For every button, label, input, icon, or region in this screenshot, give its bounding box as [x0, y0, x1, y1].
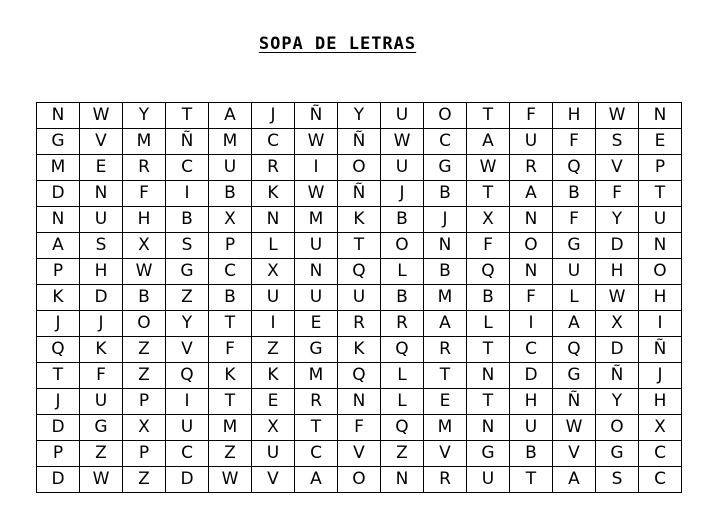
- grid-cell: O: [510, 233, 553, 259]
- grid-cell: O: [381, 233, 424, 259]
- grid-cell: J: [37, 389, 80, 415]
- grid-cell: Q: [381, 337, 424, 363]
- grid-cell: K: [338, 207, 381, 233]
- grid-cell: U: [252, 441, 295, 467]
- grid-cell: C: [424, 129, 467, 155]
- grid-cell: B: [166, 207, 209, 233]
- grid-row: [37, 337, 682, 363]
- grid-cell: I: [639, 311, 682, 337]
- grid-cell: I: [252, 311, 295, 337]
- grid-cell: N: [639, 103, 682, 129]
- grid-cell: D: [596, 233, 639, 259]
- grid-cell: T: [510, 467, 553, 493]
- grid-cell: Q: [553, 155, 596, 181]
- grid-cell: V: [80, 129, 123, 155]
- grid-cell: H: [510, 389, 553, 415]
- grid-cell: G: [37, 129, 80, 155]
- grid-cell: A: [553, 311, 596, 337]
- grid-cell: G: [166, 259, 209, 285]
- grid-cell: L: [381, 363, 424, 389]
- grid-cell: I: [166, 181, 209, 207]
- grid-cell: Z: [123, 363, 166, 389]
- grid-cell: T: [424, 363, 467, 389]
- grid-row: [37, 259, 682, 285]
- grid-cell: Q: [553, 337, 596, 363]
- grid-cell: D: [596, 337, 639, 363]
- grid-cell: Y: [166, 311, 209, 337]
- grid-cell: Z: [166, 285, 209, 311]
- grid-cell: U: [338, 285, 381, 311]
- grid-cell: V: [252, 467, 295, 493]
- grid-cell: U: [553, 259, 596, 285]
- grid-cell: Z: [123, 467, 166, 493]
- grid-cell: I: [510, 311, 553, 337]
- grid-cell: P: [123, 441, 166, 467]
- grid-cell: F: [510, 285, 553, 311]
- grid-cell: U: [510, 415, 553, 441]
- grid-row: [37, 415, 682, 441]
- grid-cell: F: [596, 181, 639, 207]
- grid-cell: R: [123, 155, 166, 181]
- grid-cell: C: [252, 129, 295, 155]
- grid-cell: J: [424, 207, 467, 233]
- grid-cell: F: [553, 129, 596, 155]
- grid-cell: C: [510, 337, 553, 363]
- grid-row: [37, 363, 682, 389]
- grid-cell: B: [424, 181, 467, 207]
- grid-cell: N: [467, 415, 510, 441]
- grid-cell: N: [381, 467, 424, 493]
- grid-cell: E: [424, 389, 467, 415]
- grid-cell: D: [37, 181, 80, 207]
- grid-row: [37, 129, 682, 155]
- grid-cell: S: [166, 233, 209, 259]
- grid-cell: A: [424, 311, 467, 337]
- grid-cell: L: [381, 259, 424, 285]
- grid-cell: X: [252, 415, 295, 441]
- grid-cell: O: [338, 155, 381, 181]
- grid-cell: C: [166, 155, 209, 181]
- grid-row: [37, 103, 682, 129]
- grid-cell: X: [209, 207, 252, 233]
- grid-cell: W: [80, 467, 123, 493]
- grid-cell: U: [252, 285, 295, 311]
- grid-cell: Q: [338, 259, 381, 285]
- grid-cell: F: [467, 233, 510, 259]
- grid-cell: N: [467, 363, 510, 389]
- grid-row: [37, 311, 682, 337]
- grid-cell: C: [166, 441, 209, 467]
- grid-cell: B: [553, 181, 596, 207]
- grid-cell: T: [166, 103, 209, 129]
- grid-cell: T: [37, 363, 80, 389]
- grid-cell: R: [252, 155, 295, 181]
- grid-cell: G: [424, 155, 467, 181]
- grid-cell: T: [467, 337, 510, 363]
- grid-cell: C: [639, 441, 682, 467]
- grid-cell: B: [209, 285, 252, 311]
- grid-cell: R: [510, 155, 553, 181]
- grid-cell: P: [37, 441, 80, 467]
- grid-cell: W: [80, 103, 123, 129]
- grid-cell: D: [80, 285, 123, 311]
- grid-cell: M: [123, 129, 166, 155]
- grid-row: [37, 155, 682, 181]
- grid-cell: G: [467, 441, 510, 467]
- grid-cell: T: [639, 181, 682, 207]
- grid-cell: U: [80, 389, 123, 415]
- grid-cell: T: [295, 415, 338, 441]
- grid-row: [37, 285, 682, 311]
- grid-cell: S: [80, 233, 123, 259]
- grid-cell: K: [338, 337, 381, 363]
- grid-cell: O: [338, 467, 381, 493]
- grid-cell: U: [381, 103, 424, 129]
- grid-cell: U: [467, 467, 510, 493]
- grid-cell: E: [639, 129, 682, 155]
- grid-cell: L: [381, 389, 424, 415]
- grid-cell: T: [209, 311, 252, 337]
- grid-cell: Q: [166, 363, 209, 389]
- grid-cell: Z: [123, 337, 166, 363]
- grid-cell: T: [467, 181, 510, 207]
- grid-cell: U: [639, 207, 682, 233]
- grid-cell: R: [338, 311, 381, 337]
- grid-cell: Q: [37, 337, 80, 363]
- grid-cell: N: [80, 181, 123, 207]
- grid-cell: F: [510, 103, 553, 129]
- grid-cell: W: [295, 181, 338, 207]
- grid-cell: U: [295, 233, 338, 259]
- grid-row: [37, 441, 682, 467]
- grid-cell: R: [381, 311, 424, 337]
- grid-cell: J: [80, 311, 123, 337]
- grid-cell: P: [37, 259, 80, 285]
- grid-cell: X: [596, 311, 639, 337]
- word-search-grid-body: [37, 103, 682, 493]
- grid-cell: L: [467, 311, 510, 337]
- grid-cell: I: [166, 389, 209, 415]
- grid-row: [37, 467, 682, 493]
- grid-cell: Ñ: [596, 363, 639, 389]
- grid-cell: U: [166, 415, 209, 441]
- grid-cell: Q: [381, 415, 424, 441]
- grid-cell: Ñ: [553, 389, 596, 415]
- grid-cell: W: [553, 415, 596, 441]
- grid-cell: Z: [209, 441, 252, 467]
- grid-cell: Ñ: [338, 181, 381, 207]
- grid-cell: P: [639, 155, 682, 181]
- grid-cell: V: [553, 441, 596, 467]
- grid-cell: D: [510, 363, 553, 389]
- grid-cell: K: [80, 337, 123, 363]
- grid-cell: H: [639, 285, 682, 311]
- grid-cell: N: [338, 389, 381, 415]
- grid-cell: V: [338, 441, 381, 467]
- grid-cell: G: [553, 363, 596, 389]
- grid-cell: B: [381, 207, 424, 233]
- grid-cell: F: [209, 337, 252, 363]
- grid-cell: G: [596, 441, 639, 467]
- grid-cell: N: [252, 207, 295, 233]
- grid-cell: B: [467, 285, 510, 311]
- grid-cell: Z: [252, 337, 295, 363]
- grid-cell: R: [424, 337, 467, 363]
- grid-cell: Z: [381, 441, 424, 467]
- grid-row: [37, 181, 682, 207]
- grid-cell: A: [37, 233, 80, 259]
- grid-cell: G: [295, 337, 338, 363]
- grid-cell: U: [510, 129, 553, 155]
- grid-cell: Ñ: [295, 103, 338, 129]
- grid-cell: X: [467, 207, 510, 233]
- grid-cell: N: [639, 233, 682, 259]
- grid-cell: P: [209, 233, 252, 259]
- grid-cell: N: [37, 207, 80, 233]
- grid-cell: W: [596, 103, 639, 129]
- grid-cell: N: [510, 207, 553, 233]
- grid-row: [37, 389, 682, 415]
- grid-cell: Q: [338, 363, 381, 389]
- grid-cell: A: [295, 467, 338, 493]
- grid-cell: Q: [467, 259, 510, 285]
- grid-cell: Ñ: [639, 337, 682, 363]
- grid-cell: B: [424, 259, 467, 285]
- grid-cell: K: [209, 363, 252, 389]
- grid-cell: T: [209, 389, 252, 415]
- grid-cell: D: [37, 467, 80, 493]
- grid-cell: M: [295, 363, 338, 389]
- grid-cell: U: [209, 155, 252, 181]
- grid-cell: B: [510, 441, 553, 467]
- grid-cell: R: [424, 467, 467, 493]
- grid-cell: N: [295, 259, 338, 285]
- grid-cell: U: [80, 207, 123, 233]
- grid-cell: G: [80, 415, 123, 441]
- grid-cell: N: [510, 259, 553, 285]
- grid-cell: J: [37, 311, 80, 337]
- grid-cell: T: [467, 389, 510, 415]
- grid-cell: S: [596, 467, 639, 493]
- grid-cell: V: [424, 441, 467, 467]
- word-search-grid: [36, 102, 682, 493]
- grid-cell: N: [37, 103, 80, 129]
- grid-cell: K: [252, 181, 295, 207]
- grid-cell: V: [166, 337, 209, 363]
- grid-cell: O: [424, 103, 467, 129]
- grid-cell: H: [553, 103, 596, 129]
- grid-cell: Ñ: [166, 129, 209, 155]
- grid-cell: A: [209, 103, 252, 129]
- grid-cell: D: [166, 467, 209, 493]
- grid-cell: O: [123, 311, 166, 337]
- grid-cell: J: [381, 181, 424, 207]
- grid-cell: O: [596, 415, 639, 441]
- grid-cell: F: [123, 181, 166, 207]
- grid-cell: X: [639, 415, 682, 441]
- grid-cell: L: [553, 285, 596, 311]
- grid-cell: M: [37, 155, 80, 181]
- grid-row: [37, 233, 682, 259]
- grid-cell: W: [209, 467, 252, 493]
- grid-cell: H: [123, 207, 166, 233]
- grid-cell: Z: [80, 441, 123, 467]
- grid-cell: B: [381, 285, 424, 311]
- grid-cell: V: [596, 155, 639, 181]
- grid-cell: K: [37, 285, 80, 311]
- grid-cell: E: [80, 155, 123, 181]
- grid-cell: P: [123, 389, 166, 415]
- grid-cell: A: [510, 181, 553, 207]
- grid-cell: X: [123, 415, 166, 441]
- grid-cell: Ñ: [338, 129, 381, 155]
- grid-cell: R: [295, 389, 338, 415]
- grid-cell: W: [381, 129, 424, 155]
- grid-cell: N: [424, 233, 467, 259]
- grid-cell: T: [467, 103, 510, 129]
- grid-cell: H: [596, 259, 639, 285]
- grid-cell: A: [553, 467, 596, 493]
- grid-cell: X: [252, 259, 295, 285]
- page-title: SOPA DE LETRAS: [258, 34, 417, 54]
- grid-cell: C: [295, 441, 338, 467]
- grid-cell: F: [80, 363, 123, 389]
- grid-cell: M: [424, 415, 467, 441]
- grid-cell: U: [381, 155, 424, 181]
- grid-cell: M: [295, 207, 338, 233]
- grid-cell: F: [553, 207, 596, 233]
- grid-cell: E: [295, 311, 338, 337]
- grid-cell: B: [123, 285, 166, 311]
- grid-cell: Y: [338, 103, 381, 129]
- grid-cell: J: [252, 103, 295, 129]
- grid-cell: O: [639, 259, 682, 285]
- grid-cell: Y: [123, 103, 166, 129]
- grid-cell: Y: [596, 207, 639, 233]
- grid-row: [37, 207, 682, 233]
- grid-cell: C: [209, 259, 252, 285]
- grid-cell: U: [295, 285, 338, 311]
- grid-cell: M: [424, 285, 467, 311]
- grid-cell: W: [467, 155, 510, 181]
- grid-cell: T: [338, 233, 381, 259]
- grid-cell: W: [596, 285, 639, 311]
- grid-cell: M: [209, 415, 252, 441]
- grid-cell: L: [252, 233, 295, 259]
- grid-cell: H: [639, 389, 682, 415]
- grid-cell: I: [295, 155, 338, 181]
- grid-cell: J: [639, 363, 682, 389]
- grid-cell: B: [209, 181, 252, 207]
- grid-cell: G: [553, 233, 596, 259]
- grid-cell: A: [467, 129, 510, 155]
- grid-cell: M: [209, 129, 252, 155]
- grid-cell: W: [295, 129, 338, 155]
- grid-cell: C: [639, 467, 682, 493]
- grid-cell: H: [80, 259, 123, 285]
- grid-cell: S: [596, 129, 639, 155]
- grid-cell: X: [123, 233, 166, 259]
- grid-cell: W: [123, 259, 166, 285]
- grid-cell: E: [252, 389, 295, 415]
- grid-cell: D: [37, 415, 80, 441]
- grid-cell: F: [338, 415, 381, 441]
- grid-cell: Y: [596, 389, 639, 415]
- grid-cell: K: [252, 363, 295, 389]
